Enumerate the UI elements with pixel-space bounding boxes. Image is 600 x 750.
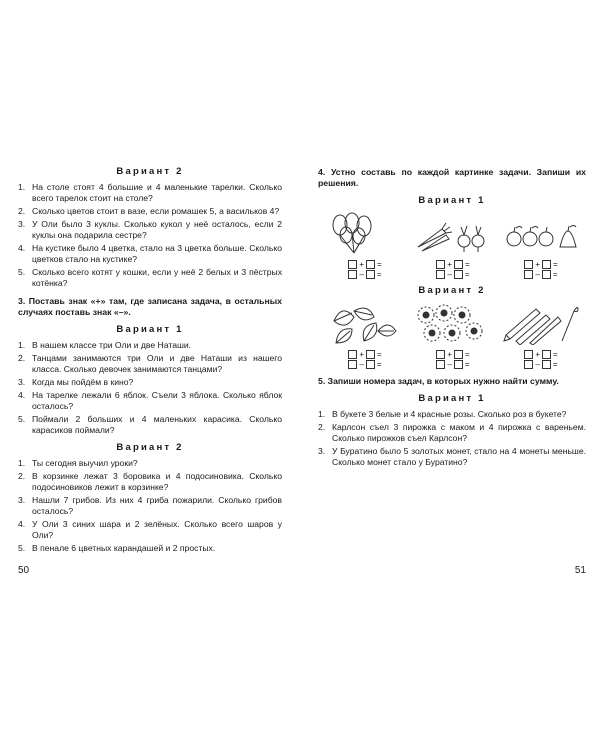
- apples-icon: [500, 211, 580, 255]
- task-list-c: [18, 458, 282, 554]
- answer-box[interactable]: [542, 270, 551, 279]
- answer-box[interactable]: [542, 350, 551, 359]
- variant-heading: Вариант 2: [116, 166, 184, 177]
- answer-box[interactable]: [366, 260, 375, 269]
- answer-box[interactable]: [348, 260, 357, 269]
- right-page: [300, 0, 600, 750]
- equation-box: + = – =: [500, 259, 580, 279]
- task-list-b: [18, 340, 282, 436]
- answer-box[interactable]: [524, 360, 533, 369]
- answer-box[interactable]: [524, 260, 533, 269]
- answer-box[interactable]: [436, 350, 445, 359]
- answer-box[interactable]: [366, 350, 375, 359]
- equation-box: + = – =: [412, 259, 492, 279]
- answer-box[interactable]: [436, 360, 445, 369]
- list-item: 3. Когда мы пойдём в кино?: [18, 377, 134, 387]
- daisies-icon: [412, 301, 492, 345]
- equation-box: + = – =: [324, 259, 404, 279]
- list-item: 1. В букете 3 белые и 4 красные розы. Сколько роз в букете?: [318, 409, 567, 419]
- list-item: 3. У Оли было 3 куклы. Сколько кукол у неё осталось, если 2 куклы она подарила сестре?: [18, 219, 282, 240]
- variant-heading: Вариант 1: [418, 393, 486, 404]
- variant-heading: Вариант 1: [116, 324, 184, 335]
- list-item: 1. В нашем классе три Оли и две Наташи.: [18, 340, 192, 350]
- variant-heading: Вариант 1: [418, 195, 486, 206]
- list-item: 2. Танцами занимаются три Оли и две Наташи из нашего класса. Сколько девочек занимаются танцами?: [18, 353, 282, 374]
- answer-box[interactable]: [366, 270, 375, 279]
- answer-box[interactable]: [348, 360, 357, 369]
- answer-box[interactable]: [542, 260, 551, 269]
- list-item: 1. На столе стоят 4 большие и 4 маленькие тарелки. Сколько всего тарелок стоит на столе?: [18, 182, 282, 203]
- picture-balloons: [324, 211, 404, 279]
- page-number: 51: [574, 565, 586, 576]
- task-4-heading: 4. Устно составь по каждой картинке задачи. Запиши их решения.: [318, 167, 586, 188]
- list-item: 2. Сколько цветов стоит в вазе, если ромашек 5, а васильков 4?: [18, 206, 280, 216]
- picture-row-1: [318, 211, 586, 279]
- answer-box[interactable]: [436, 260, 445, 269]
- picture-leaves: [324, 301, 404, 369]
- task-list-a: [18, 182, 282, 289]
- answer-box[interactable]: [542, 360, 551, 369]
- picture-pencils: [500, 301, 580, 369]
- list-item: 4. На тарелке лежали 6 яблок. Съели 3 яблока. Сколько яблок осталось?: [18, 390, 282, 411]
- list-item: 5. Поймали 2 больших и 4 маленьких карасика. Сколько карасиков поймали?: [18, 414, 282, 435]
- equation-box: + = – =: [324, 349, 404, 369]
- page-number: 50: [18, 565, 30, 576]
- answer-box[interactable]: [436, 270, 445, 279]
- answer-box[interactable]: [524, 270, 533, 279]
- carrots-icon: [412, 211, 492, 255]
- task-3-heading: 3. Поставь знак «+» там, где записана задача, в остальных случаях поставь знак «–».: [18, 296, 282, 317]
- picture-carrots: [412, 211, 492, 279]
- answer-box[interactable]: [454, 270, 463, 279]
- equation-box: + = – =: [412, 349, 492, 369]
- answer-box[interactable]: [348, 350, 357, 359]
- list-item: 3. У Буратино было 5 золотых монет, стало на 4 монеты меньше. Сколько монет стало у Буратино?: [318, 446, 586, 467]
- picture-row-2: [318, 301, 586, 369]
- list-item: 2. Карлсон съел 3 пирожка с маком и 4 пирожка с вареньем. Сколько пирожков съел Карлсон?: [318, 422, 586, 443]
- leaves-icon: [324, 301, 404, 345]
- equation-box: + = – =: [500, 349, 580, 369]
- variant-heading: Вариант 2: [116, 442, 184, 453]
- pencils-icon: [500, 301, 580, 345]
- left-column: [18, 160, 282, 556]
- list-item: 5. В пенале 6 цветных карандашей и 2 простых.: [18, 543, 216, 553]
- picture-daisies: [412, 301, 492, 369]
- answer-box[interactable]: [524, 350, 533, 359]
- list-item: 2. В корзинке лежат 3 боровика и 4 подосиновика. Сколько подосиновиков лежит в корзинке?: [18, 471, 282, 492]
- task-5-heading: 5. Запиши номера задач, в которых нужно найти сумму.: [318, 376, 559, 386]
- balloons-icon: [324, 211, 404, 255]
- task-list-right: [318, 409, 586, 468]
- answer-box[interactable]: [454, 360, 463, 369]
- answer-box[interactable]: [454, 260, 463, 269]
- picture-apples: [500, 211, 580, 279]
- answer-box[interactable]: [348, 270, 357, 279]
- list-item: 4. На кустике было 4 цветка, стало на 3 цветка больше. Сколько цветков стало на кустике?: [18, 243, 282, 264]
- answer-box[interactable]: [454, 350, 463, 359]
- list-item: 5. Сколько всего котят у кошки, если у неё 2 белых и 3 пёстрых котёнка?: [18, 267, 282, 288]
- list-item: 1. Ты сегодня выучил уроки?: [18, 458, 138, 468]
- list-item: 3. Нашли 7 грибов. Из них 4 гриба пожарили. Сколько грибов осталось?: [18, 495, 282, 516]
- right-column: [318, 160, 586, 470]
- list-item: 4. У Оли 3 синих шара и 2 зелёных. Сколько всего шаров у Оли?: [18, 519, 282, 540]
- answer-box[interactable]: [366, 360, 375, 369]
- variant-heading: Вариант 2: [418, 285, 486, 296]
